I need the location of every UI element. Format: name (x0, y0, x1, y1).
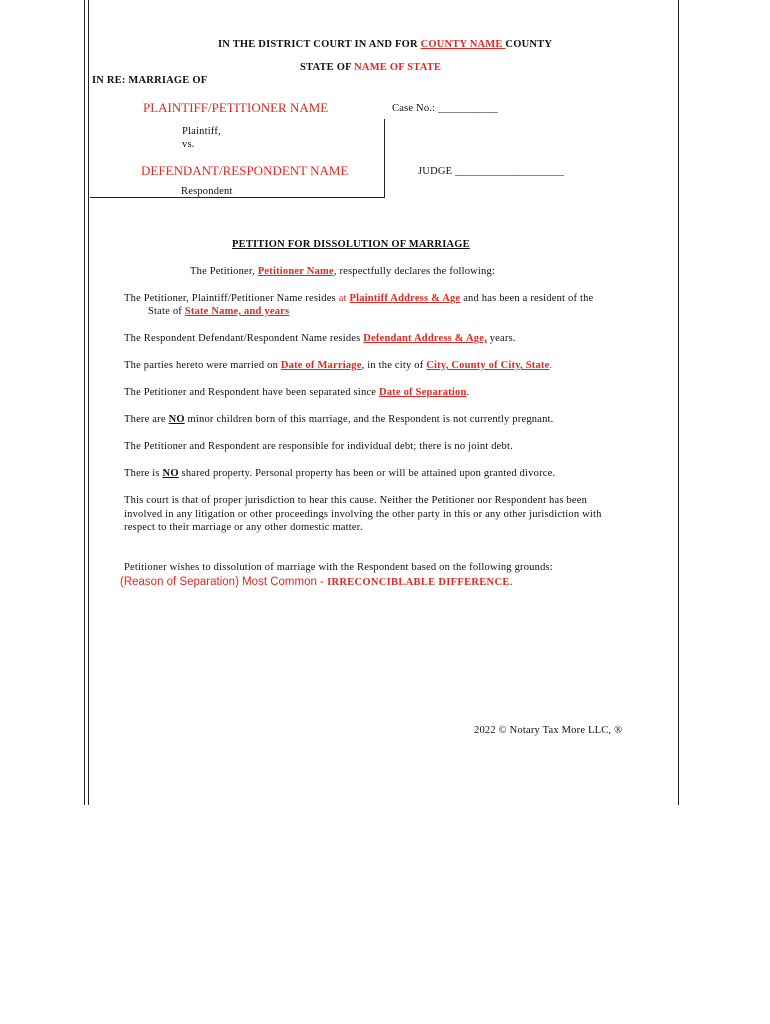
court-heading (218, 39, 552, 50)
p3-end: . (549, 360, 553, 371)
reason-end: . (509, 576, 513, 588)
state-name: NAME OF STATE (354, 62, 442, 73)
marriage-date-field: Date of Marriage (280, 360, 362, 371)
p1-at: at (338, 293, 350, 304)
p5-text-b: minor children born of this marriage, and the Respondent is not currently pregnant. (184, 414, 554, 425)
paragraph-debt: The Petitioner and Respondent are responsible for individual debt; there is no joint debt. (124, 441, 513, 452)
plaintiff-address-field: Plaintiff Address & Age (349, 293, 461, 304)
respondent-label: Respondent (181, 186, 233, 197)
paragraph-residence-petitioner (124, 293, 593, 304)
county-name: COUNTY NAME (420, 39, 506, 50)
defendant-address-field: Defendant Address & Age, (363, 333, 487, 344)
property-no: NO (162, 468, 179, 479)
intro-text-a: The Petitioner, (190, 266, 258, 277)
court-prefix: IN THE DISTRICT COURT IN AND FOR (218, 39, 421, 50)
paragraph-children (124, 414, 553, 425)
p3-text-b: , in the city of (361, 360, 427, 371)
p7-text-b: shared property. Personal property has been or will be attained upon granted divorce. (178, 468, 556, 479)
reason-text: (Reason of Separation) Most Common - (120, 576, 328, 588)
p4-text-a: The Petitioner and Respondent have been separated since (124, 387, 379, 398)
case-number: Case No.: ___________ (392, 103, 498, 114)
intro-text-b: , respectfully declares the following: (333, 266, 496, 277)
p1-text-c: State of (148, 306, 185, 317)
children-no: NO (168, 414, 185, 425)
paragraph-property (124, 468, 555, 479)
petition-title: PETITION FOR DISSOLUTION OF MARRIAGE (232, 239, 470, 250)
court-suffix: COUNTY (505, 39, 553, 50)
plaintiff-name: PLAINTIFF/PETITIONER NAME (143, 100, 329, 115)
paragraph-residence-state (148, 306, 289, 317)
right-margin-line (678, 0, 679, 805)
vs-label: vs. (182, 139, 195, 150)
in-re-heading: IN RE: MARRIAGE OF (92, 75, 208, 86)
marriage-state-field: State (525, 360, 550, 371)
p1-text-b: and has been a resident of the (460, 293, 594, 304)
p5-text-a: There are (124, 414, 169, 425)
plaintiff-label: Plaintiff, (182, 126, 221, 137)
defendant-name: DEFENDANT/RESPONDENT NAME (141, 163, 349, 178)
paragraph-separation (124, 387, 469, 398)
p2-text-b: years. (486, 333, 516, 344)
p1-text-a: The Petitioner, Plaintiff/Petitioner Name resides (124, 293, 339, 304)
p4-end: . (466, 387, 470, 398)
caption-bottom-line (90, 197, 385, 198)
caption-divider (384, 119, 385, 198)
state-heading (300, 62, 441, 73)
intro-line (190, 266, 495, 277)
petitioner-name-field: Petitioner Name (257, 266, 334, 277)
p3-text-a: The parties hereto were married on (124, 360, 281, 371)
paragraph-marriage (124, 360, 552, 371)
left-margin-line-outer (84, 0, 85, 805)
paragraph-reason (120, 576, 513, 588)
judge-line: JUDGE ____________________ (418, 166, 565, 177)
separation-date-field: Date of Separation (378, 387, 467, 398)
copyright-notice: 2022 © Notary Tax More LLC, ® (474, 725, 623, 736)
p2-text-a: The Respondent Defendant/Respondent Name resides (124, 333, 364, 344)
paragraph-grounds: Petitioner wishes to dissolution of marriage with the Respondent based on the following grounds: (124, 562, 553, 573)
p7-text-a: There is (124, 468, 163, 479)
state-prefix: STATE OF (300, 62, 355, 73)
reason-value: IRRECONCIBLABLE DIFFERENCE (327, 577, 510, 588)
city-county-field: City, County of City (426, 360, 521, 371)
p3-comma: , (520, 360, 526, 371)
left-margin-line-inner (88, 0, 89, 805)
paragraph-residence-respondent (124, 333, 516, 344)
paragraph-jurisdiction-line1: This court is that of proper jurisdiction to hear this cause. Neither the Petitioner nor Respondent has been (124, 495, 588, 506)
paragraph-jurisdiction-line3: respect to their marriage or any other domestic matter. (124, 522, 363, 533)
paragraph-jurisdiction-line2: involved in any litigation or other proceedings involving the other party in this or any other jurisdiction with (124, 509, 602, 520)
state-years-field: State Name, and years (184, 306, 290, 317)
